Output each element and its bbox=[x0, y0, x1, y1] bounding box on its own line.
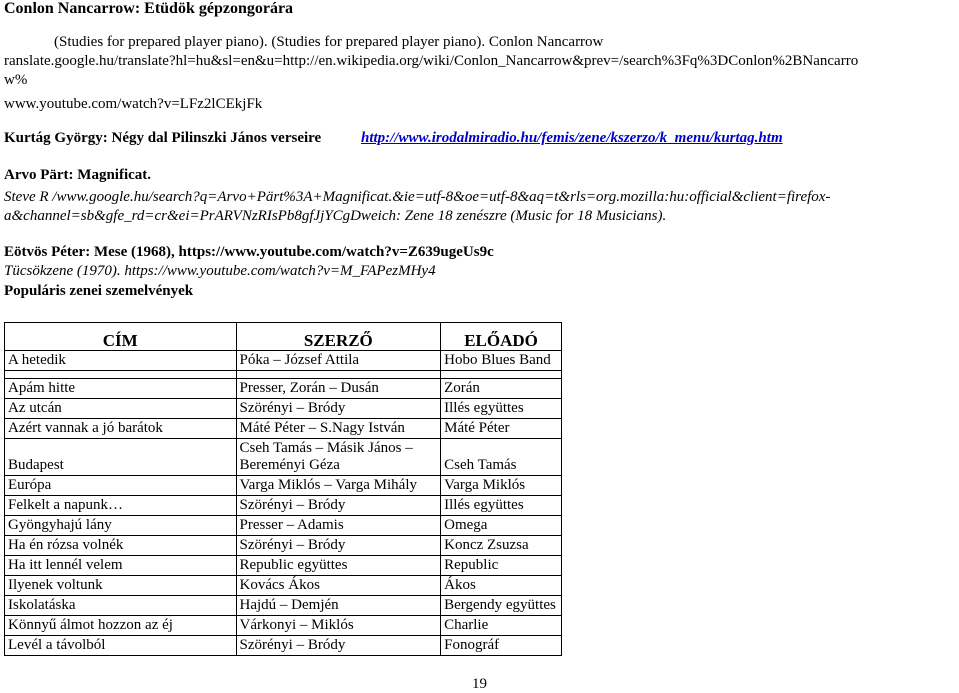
table-row bbox=[5, 516, 562, 536]
cell-author: Póka – József Attila bbox=[236, 351, 441, 371]
cell-author: Republic együttes bbox=[236, 556, 441, 576]
songs-table bbox=[4, 322, 562, 656]
cell-performer: Illés együttes bbox=[441, 399, 562, 419]
cell-title: Gyöngyhajú lány bbox=[5, 516, 237, 536]
table-spacer-row bbox=[5, 371, 562, 379]
table-row bbox=[5, 596, 562, 616]
page-number: 19 bbox=[472, 676, 487, 692]
nancarrow-youtube-url[interactable]: www.youtube.com/watch?v=LFz2lCEkjFk bbox=[4, 96, 263, 112]
table-row bbox=[5, 616, 562, 636]
cell-title: Iskolatáska bbox=[5, 596, 237, 616]
cell-title: Európa bbox=[5, 476, 237, 496]
cell-author: Máté Péter – S.Nagy István bbox=[236, 419, 441, 439]
cell-title: Ha én rózsa volnék bbox=[5, 536, 237, 556]
table-row bbox=[5, 419, 562, 439]
page-title: Conlon Nancarrow: Etüdök gépzongorára bbox=[4, 0, 294, 17]
cell-title: Könnyű álmot hozzon az éj bbox=[5, 616, 237, 636]
cell-author: Várkonyi – Miklós bbox=[236, 616, 441, 636]
part-url-line1[interactable]: Steve R /www.google.hu/search?q=Arvo+Pärt%3A+Magnificat.&ie=utf-8&oe=utf-8&aq=t&rls=org.mozilla:hu:official&client=firefox- bbox=[4, 189, 831, 205]
cell-title: Felkelt a napunk… bbox=[5, 496, 237, 516]
cell-performer: Koncz Zsuzsa bbox=[441, 536, 562, 556]
eotvos-heading: Eötvös Péter: Mese (1968), https://www.youtube.com/watch?v=Z639ugeUs9c bbox=[4, 244, 494, 260]
table-row bbox=[5, 399, 562, 419]
cell-performer: Charlie bbox=[441, 616, 562, 636]
nancarrow-translate-url[interactable]: ranslate.google.hu/translate?hl=hu&sl=en&u=http://en.wikipedia.org/wiki/Conlon_Nancarrow&prev=/search%3Fq%3DConlon%2BNancarro bbox=[4, 53, 859, 69]
eotvos-line2: Tücsökzene (1970). https://www.youtube.com/watch?v=M_FAPezMHy4 bbox=[4, 263, 436, 279]
cell-author: Cseh Tamás – Másik János – Bereményi Géza bbox=[236, 439, 441, 476]
table-row bbox=[5, 476, 562, 496]
cell-title: A hetedik bbox=[5, 351, 237, 371]
cell-author: Presser – Adamis bbox=[236, 516, 441, 536]
kurtag-link[interactable]: http://www.irodalmiradio.hu/femis/zene/kszerzo/k_menu/kurtag.htm bbox=[361, 130, 783, 146]
table-row bbox=[5, 636, 562, 656]
cell-performer: Ákos bbox=[441, 576, 562, 596]
cell-author: Kovács Ákos bbox=[236, 576, 441, 596]
header-author: SZERZŐ bbox=[236, 323, 441, 351]
cell-title: Az utcán bbox=[5, 399, 237, 419]
cell-author: Szörényi – Bródy bbox=[236, 399, 441, 419]
header-performer: ELŐADÓ bbox=[441, 323, 562, 351]
table-row bbox=[5, 536, 562, 556]
cell-performer: Hobo Blues Band bbox=[441, 351, 562, 371]
cell-performer: Omega bbox=[441, 516, 562, 536]
table-row bbox=[5, 351, 562, 371]
cell-title: Ilyenek voltunk bbox=[5, 576, 237, 596]
cell-author: Szörényi – Bródy bbox=[236, 636, 441, 656]
cell-performer: Fonográf bbox=[441, 636, 562, 656]
table-row bbox=[5, 439, 562, 476]
cell-author: Szörényi – Bródy bbox=[236, 536, 441, 556]
cell-title: Apám hitte bbox=[5, 379, 237, 399]
cell-performer: Cseh Tamás bbox=[441, 439, 562, 476]
table-row bbox=[5, 576, 562, 596]
part-heading: Arvo Pärt: Magnificat. bbox=[4, 167, 152, 183]
nancarrow-translate-url-cont[interactable]: w% bbox=[4, 72, 28, 88]
cell-performer: Bergendy együttes bbox=[441, 596, 562, 616]
cell-performer: Zorán bbox=[441, 379, 562, 399]
part-url-line2[interactable]: a&channel=sb&gfe_rd=cr&ei=PrARVNzRIsPb8gfJjYCgDweich: Zene 18 zenészre (Music for 18 Musicians). bbox=[4, 208, 667, 224]
header-title: CÍM bbox=[5, 323, 237, 351]
nancarrow-subtitle: (Studies for prepared player piano). (Studies for prepared player piano). Conlon Nancarrow bbox=[54, 34, 604, 50]
table-row bbox=[5, 556, 562, 576]
cell-author: Hajdú – Demjén bbox=[236, 596, 441, 616]
table-row bbox=[5, 379, 562, 399]
cell-author: Szörényi – Bródy bbox=[236, 496, 441, 516]
cell-performer: Varga Miklós bbox=[441, 476, 562, 496]
table-header-row bbox=[5, 323, 562, 351]
cell-title: Ha itt lennél velem bbox=[5, 556, 237, 576]
popular-section-heading: Populáris zenei szemelvények bbox=[4, 283, 194, 299]
cell-title: Azért vannak a jó barátok bbox=[5, 419, 237, 439]
cell-title: Levél a távolból bbox=[5, 636, 237, 656]
cell-author: Varga Miklós – Varga Mihály bbox=[236, 476, 441, 496]
kurtag-heading: Kurtág György: Négy dal Pilinszki János verseire bbox=[4, 130, 322, 146]
cell-author: Presser, Zorán – Dusán bbox=[236, 379, 441, 399]
cell-performer: Republic bbox=[441, 556, 562, 576]
cell-performer: Máté Péter bbox=[441, 419, 562, 439]
cell-title: Budapest bbox=[5, 439, 237, 476]
cell-performer: Illés együttes bbox=[441, 496, 562, 516]
table-row bbox=[5, 496, 562, 516]
